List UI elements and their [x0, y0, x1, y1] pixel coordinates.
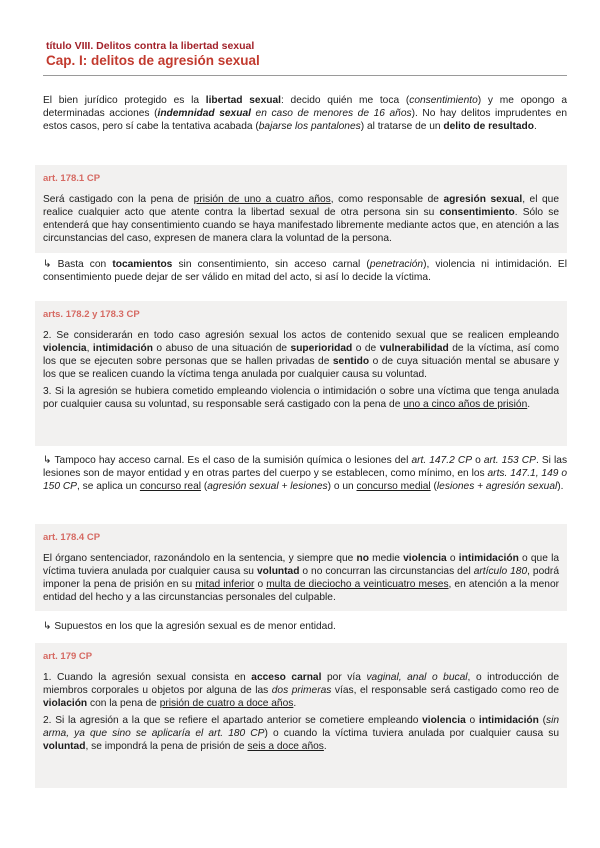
article-179-1-text: 1. Cuando la agresión sexual consista en acceso carnal por vía vaginal, anal o bucal, o introducción de miembros corporales u objetos por alguna de las dos primeras vías, el responsable será castigado como reo de violación con la pena de prisión de cuatro a doce años. [43, 672, 559, 709]
article-178-4-heading: art. 178.4 CP [43, 532, 101, 543]
article-179-2-text: 2. Si la agresión a la que se refiere el apartado anterior se cometiere empleando violencia o intimidación (sin arma, ya que sino se aplicaría el art. 180 CP) o cuando la víctima tuviera anulada por cualquier causa su voluntad, se impondrá la pena de prisión de seis a doce años. [43, 715, 559, 752]
article-178-2-3-heading: arts. 178.2 y 178.3 CP [43, 309, 140, 320]
intro-paragraph: El bien jurídico protegido es la libertad sexual: decido quién me toca (consentimiento) y me opongo a determinadas acciones (indemnidad sexual en caso de menores de 16 años). No hay delitos imprudentes en estos casos, pero sí cabe la tentativa acabada (bajarse los pantalones) al tratarse de un delito de resultado. [43, 95, 567, 132]
note-178-4: ↳ Supuestos en los que la agresión sexual es de menor entidad. [43, 621, 336, 632]
article-178-1-box [35, 165, 567, 253]
article-178-4-text: El órgano sentenciador, razonándolo en la sentencia, y siempre que no medie violencia o intimidación o que la víctima tuviera anulada por cualquier causa su voluntad o no concurran las circunstancias del artículo 180, podrá imponer la pena de prisión en su mitad inferior o multa de dieciocho a veinticuatro meses, en atención a la menor entidad del hecho y a las circunstancias personales del culpable. [43, 553, 559, 603]
article-179-box [35, 643, 567, 788]
article-178-3-text: 3. Si la agresión se hubiera cometido empleando violencia o intimidación o sobre una víctima que tenga anulada por cualquier causa su voluntad, su responsable será castigado con la pena de uno a cinco años de prisión. [43, 386, 559, 410]
article-178-2-text: 2. Se considerarán en todo caso agresión sexual los actos de contenido sexual que se realicen empleando violencia, intimidación o abuso de una situación de superioridad o de vulnerabilidad de la víctima, así como los que se ejecuten sobre personas que se hallen privadas de sentido o de cuya situación mental se abusare y los que se realicen cuando la víctima tenga anulada por cualquier causa su voluntad. [43, 330, 559, 380]
title-line-1: título VIII. Delitos contra la libertad sexual [46, 40, 255, 52]
article-179-heading: art. 179 CP [43, 651, 93, 662]
article-178-1-heading: art. 178.1 CP [43, 173, 101, 184]
article-178-4-box [35, 524, 567, 611]
note-178-2-3: ↳ Tampoco hay acceso carnal. Es el caso de la sumisión química o lesiones del art. 147.2 CP o art. 153 CP. Si las lesiones son de mayor entidad y en otras partes del cuerpo y se establecen, como mínimo, en los arts. 147.1, 149 o 150 CP, se aplica un concurso real (agresión sexual + lesiones) o un concurso medial (lesiones + agresión sexual). [43, 455, 568, 492]
article-178-2-3-box [35, 301, 567, 446]
note-178-1: ↳ Basta con tocamientos sin consentimiento, sin acceso carnal (penetración), violencia ni intimidación. El consentimiento puede dejar de ser válido en mitad del acto, si así lo decide la víctima. [43, 259, 567, 283]
article-178-1-text: Será castigado con la pena de prisión de uno a cuatro años, como responsable de agresión sexual, el que realice cualquier acto que atente contra la libertad sexual de otra persona sin su consentimiento. Sólo se entenderá que hay consentimiento cuando se haya manifestado libremente mediante actos que, en atención a las circunstancias del caso, expresen de manera clara la voluntad de la persona. [43, 194, 560, 244]
title-divider [43, 75, 567, 76]
chapter-title: Cap. I: delitos de agresión sexual [46, 53, 260, 68]
